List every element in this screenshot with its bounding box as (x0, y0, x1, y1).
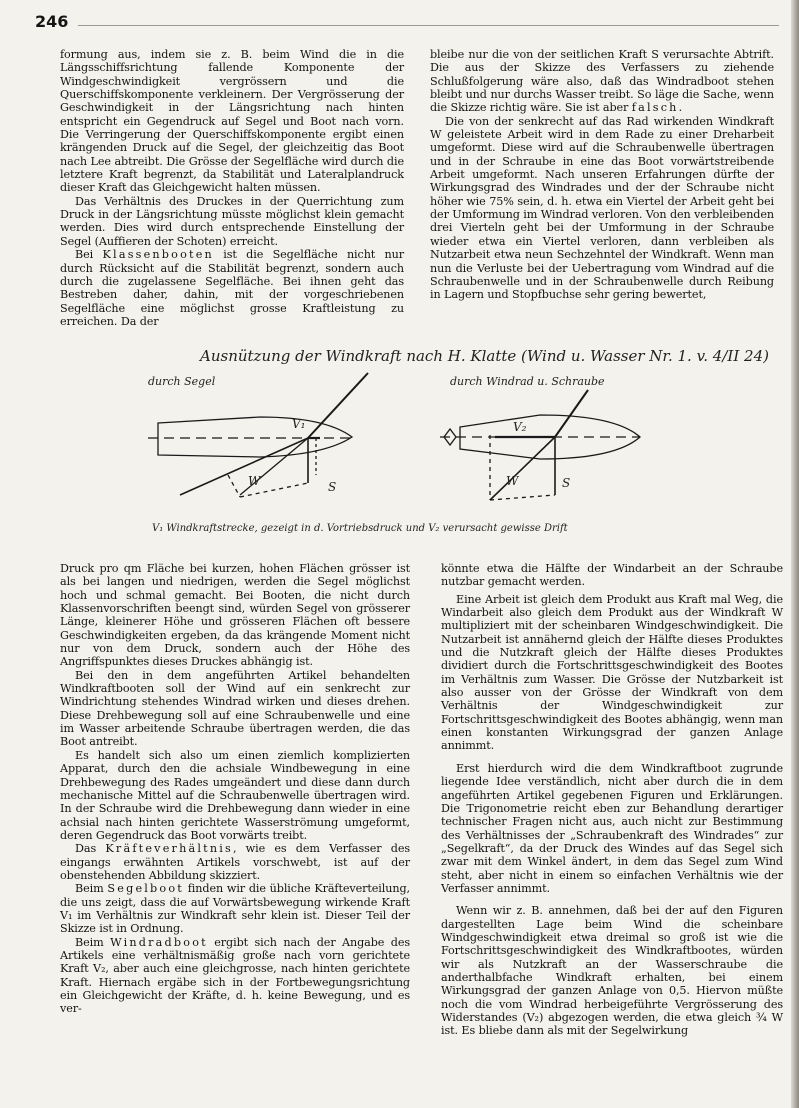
text-run: finden wir die übliche Kräfteverteilung, die uns zeigt, dass die auf Vorwärtsbewegung wirkende Kraft V₁ im Verhältnis zur Windkraft sehr klein ist. Dieser Teil der Skizze ist in Ordnung. (60, 882, 410, 936)
spaced-term: falsch (631, 101, 679, 115)
left-caption: durch Segel (148, 375, 216, 388)
text-run: . (678, 101, 683, 115)
text-run: ist die Segelfläche nicht nur durch Rücksicht auf die Stabilität begrenzt, sondern auch durch die zugelassene Segelfläche. Bei ihnen geht das Bestreben daher, dahin, mit der vorgeschriebenen Segelfläche eine möglichst grosse Kraftleistung zu erreichen. Da der (60, 248, 405, 328)
text-run: Bei (75, 248, 103, 262)
label-s-right: S (562, 476, 571, 490)
header-rule (78, 25, 779, 26)
paragraph: Das Verhältnis des Druckes in der Querrichtung zum Druck in der Längsrichtung müsste möglichst klein gemacht werden. Dies wird durch entsprechende Einstellung der Segel (Auffieren der Schoten) erreicht. (60, 194, 404, 248)
paragraph (60, 248, 404, 328)
wind-arrow (555, 390, 588, 437)
column-bottom-right (441, 562, 783, 1038)
column-bottom-left (60, 562, 410, 1016)
text-run: Das (75, 842, 106, 856)
paragraph (60, 842, 410, 882)
paragraph: Die von der senkrecht auf das Rad wirkenden Windkraft W geleistete Arbeit wird in dem Rade zu einer Dreharbeit umgeformt. Diese wird auf die Schraubenwelle übertragen und in der Schraube in eine das Boot vorwärtstreibende Arbeit umgeformt. Nach unseren Erfahrungen dürfte der Wirkungsgrad des Windrades und der der Schraube nicht höher wie 75% sein, d. h. etwa ein Viertel der Arbeit geht bei der Umformung im Windrad verloren. Von den verbleibenden drei Vierteln geht bei der Umformung in der Schraube wieder etwa ein Viertel verloren, dann verbleiben als Nutzarbeit etwa neun Sechzehntel der Windkraft. Wenn man nun die Verluste bei der Uebertragung vom Windrad auf die Schraubenwelle und in der Schraubenwelle durch Reibung in Lagern und Stopfbuchse sehr gering bewertet, (430, 114, 774, 302)
page-number: 246 (35, 12, 69, 31)
wind-force-sketch (140, 335, 769, 540)
label-w-right: W (506, 474, 519, 488)
paragraph: könnte etwa die Hälfte der Windarbeit an der Schraube nutzbar gemacht werden. (441, 562, 783, 589)
paragraph: Eine Arbeit ist gleich dem Produkt aus Kraft mal Weg, die Windarbeit also gleich dem Produkt aus der Windkraft W multipliziert mit der scheinbaren Windgeschwindigkeit. Die Nutzarbeit ist annähernd gleich der Hälfte dieses Produktes und die Nutzkraft gleich der Hälfte dieses Produktes dividiert durch die Fortschrittsgeschwindigkeit des Bootes im Verhältnis zum Wasser. Die Grösse der Nutzbarkeit ist also ausser von der Grösse der Windkraft von dem Verhältnis der Windgeschwindigkeit zur Fortschrittsgeschwindigkeit des Bootes abhängig, wenn man einen konstanten Wirkungsgrad der ganzen Anlage annimmt. (441, 592, 783, 753)
label-s-left: S (328, 480, 337, 494)
paragraph (60, 936, 410, 1016)
figure-footnote: V₁ Windkraftstrecke, gezeigt in d. Vortriebsdruck und V₂ verursacht gewisse Drift (152, 523, 568, 534)
force-w-line (490, 437, 555, 500)
label-w-left: W (248, 474, 261, 488)
spaced-term: Windradboot (110, 935, 208, 949)
paragraph: Wenn wir z. B. annehmen, daß bei der auf den Figuren dargestellten Lage beim Wind die scheinbare Windgeschwindigkeit etwa dreimal so groß ist wie die Fortschrittsgeschwindigkeit des Windkraftbootes, würden wir als Nutzkraft an der Wasserschraube die anderthalbfache Windkraft erhalten, bei einem Wirkungsgrad der ganzen Anlage von 0,5. Hiervon müßte noch die vom Windrad herbeigeführte Vergrösserung des Widerstandes (V₂) abgezogen werden, die etwa gleich ¾ W ist. Es bliebe dann als mit der Segelwirkung (441, 904, 783, 1038)
construction-line (228, 475, 240, 497)
paragraph (430, 48, 774, 115)
text-run: ergibt sich nach der Angabe des Artikels eine verhältnismäßig große nach vorn gerichtete Kraft V₂, aber auch eine gleichgrosse, nach hinten gerichtete Kraft. Hiernach ergäbe sich in der Fortbewegungsrichtung ein Gleichgewicht der Kräfte, d. h. keine Bewegung, und es ver- (60, 935, 410, 1016)
text-run: Beim (75, 935, 111, 949)
figure-wind-diagram (140, 335, 769, 540)
paragraph (60, 882, 410, 935)
paragraph: Bei den in dem angeführten Artikel behandelten Windkraftbooten soll der Wind auf ein senkrecht zur Windrichtung stehendes Windrad wirken und dieses drehen. Diese Drehbewegung soll auf eine Schraubenwelle und eine im Wasser arbeitende Schraube übertragen werden, die das Boot antreibt. (60, 668, 410, 749)
spaced-term: Segelboot (107, 882, 184, 896)
text-run: , wie es dem Verfasser des eingangs erwähnten Artikels vorschwebt, ist auf der obenstehenden Abbildung skizziert. (60, 842, 410, 882)
windrad-boat-diagram (440, 390, 640, 500)
figure-title: Ausnützung der Windkraft nach H. Klatte (Wind u. Wasser Nr. 1. v. 4/II 24) (200, 347, 769, 365)
label-v1: V₁ (292, 417, 306, 431)
column-top-left (60, 48, 404, 328)
spaced-term: Klassenbooten (102, 248, 214, 262)
spaced-term: Kräfteverhältnis (105, 842, 233, 856)
page-edge-shadow (791, 0, 799, 1108)
paragraph: formung aus, indem sie z. B. beim Wind die in die Längsschiffsrichtung fallende Komponente der Windgeschwindigkeit vergrössern und die Querschiffskomponente verkleinern. Der Vergrösserung der Geschwindigkeit in der Längsrichtung nach hinten entspricht ein Gegendruck auf Segel und Boot nach vorn. Die Verringerung der Querschiffskomponente ergibt einen krängenden Druck auf die Segel, der gleichzeitig das Boot nach Lee abtreibt. Die Grösse der Segelfläche wird durch die letztere Kraft begrenzt, da Stabilität und Lateralplandruck dieser Kraft das Gleichgewicht halten müssen. (60, 48, 404, 195)
paragraph: Druck pro qm Fläche bei kurzen, hohen Flächen grösser ist als bei langen und niedrigen, werden die Segel möglichst hoch und schmal gemacht. Bei Booten, die nicht durch Klassenvorschriften beengt sind, würden Segel von grösserer Länge, kleinerer Höhe und grösseren Flächen oft bessere Geschwindigkeiten ergeben, da das krängende Moment nicht nur von dem Druck, sondern auch der Höhe des Angriffspunktes dieses Druckes abhängig ist. (60, 562, 410, 669)
paragraph: Erst hierdurch wird die dem Windkraftboot zugrunde liegende Idee verständlich, nicht aber durch die in dem angeführten Artikel gegebenen Figuren und Erklärungen. Die Trigonometrie reicht eben zur Behandlung derartiger technischer Fragen nicht aus, auch nicht zur Bestimmung des Verhältnisses der „Schraubenkraft des Windrades“ zur „Segelkraft“, da der Druck des Windes auf das Segel sich zwar mit dem Winkel ändert, in dem das Segel zum Wind steht, aber nicht in einem so einfachen Verhältnis wie der Verfasser annimmt. (441, 761, 783, 895)
label-v2: V₂ (513, 420, 527, 434)
paragraph: Es handelt sich also um einen ziemlich komplizierten Apparat, durch den die achsiale Windbewegung in eine Drehbewegung des Rades umgeändert und diese dann durch mechanische Mittel auf die Schraubenwelle übertragen wird. In der Schraube wird die Drehbewegung dann wieder in eine achsial nach hinten gerichtete Wasserströmung umgeformt, deren Gegendruck das Boot vorwärts treibt. (60, 748, 410, 842)
text-run: Beim (75, 882, 108, 896)
right-caption: durch Windrad u. Schraube (450, 375, 605, 388)
construction-line (490, 495, 555, 500)
wind-arrow (308, 373, 368, 438)
text-run: bleibe nur die von der seitlichen Kraft S verursachte Abtrift. Die aus der Skizze des Verfassers zu ziehende Schlußfolgerung wäre also, daß das Windradboot stehen bleibt und nur durchs Wasser treibt. So läge die Sache, wenn die Skizze richtig wäre. Sie ist aber (430, 48, 774, 115)
column-top-right (430, 48, 774, 302)
